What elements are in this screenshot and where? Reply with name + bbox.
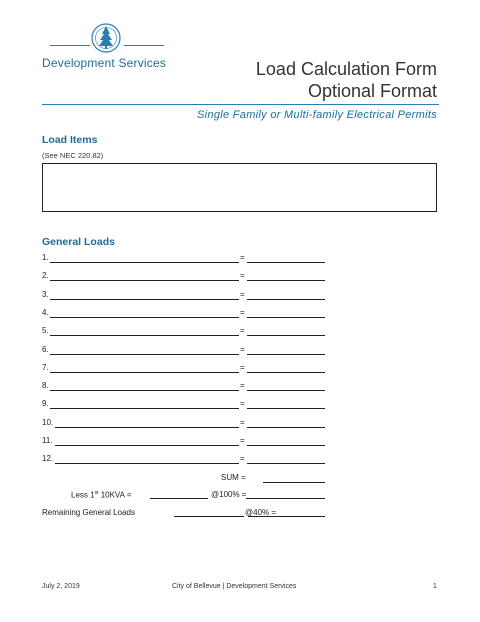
- general-load-row: [42, 434, 332, 448]
- sum-field[interactable]: [263, 482, 325, 483]
- row-number: 5.: [42, 326, 49, 336]
- load-value-field[interactable]: [247, 463, 325, 464]
- load-value-field[interactable]: [247, 372, 325, 373]
- brand-name: Development Services: [42, 56, 167, 70]
- row-number: 4.: [42, 307, 49, 317]
- equals-sign: =: [240, 289, 245, 299]
- general-load-row: [42, 251, 332, 265]
- general-loads-heading: General Loads: [42, 236, 115, 248]
- load-description-field[interactable]: [50, 317, 239, 318]
- general-load-row: [42, 324, 332, 338]
- row-number: 8.: [42, 381, 49, 391]
- pct40-field[interactable]: [248, 516, 325, 517]
- load-description-field[interactable]: [55, 463, 239, 464]
- general-load-row: [42, 416, 332, 430]
- page-title: [256, 58, 437, 102]
- pct100-field[interactable]: [246, 498, 325, 499]
- load-value-field[interactable]: [247, 427, 325, 428]
- load-value-field[interactable]: [247, 262, 325, 263]
- general-load-row: [42, 269, 332, 283]
- equals-sign: =: [240, 454, 245, 464]
- general-load-row: [42, 306, 332, 320]
- nec-reference-note: (See NEC 220.82): [42, 151, 104, 160]
- row-number: 3.: [42, 289, 49, 299]
- footer-page-number: 1: [433, 583, 437, 590]
- load-description-field[interactable]: [50, 262, 239, 263]
- general-load-row: [42, 379, 332, 393]
- title-line-1: Load Calculation Form: [255, 59, 437, 79]
- load-value-field[interactable]: [247, 445, 325, 446]
- load-items-heading: Load Items: [42, 134, 98, 146]
- general-load-row: [42, 361, 332, 375]
- load-value-field[interactable]: [247, 299, 325, 300]
- load-items-input-box[interactable]: [42, 163, 437, 212]
- equals-sign: =: [240, 362, 245, 372]
- equals-sign: =: [240, 271, 245, 281]
- equals-sign: =: [240, 399, 245, 409]
- row-number: 7.: [42, 362, 49, 372]
- page-subtitle: Single Family or Multi-family Electrical Permits: [197, 109, 437, 121]
- equals-sign: =: [240, 381, 245, 391]
- row-number: 10.: [42, 417, 54, 427]
- general-load-row: [42, 452, 332, 466]
- less-10kva-field[interactable]: [150, 498, 208, 499]
- remaining-field[interactable]: [174, 516, 244, 517]
- title-line-2: Optional Format: [307, 81, 437, 101]
- row-number: 1.: [42, 253, 49, 262]
- load-value-field[interactable]: [247, 354, 325, 355]
- header-divider: [42, 104, 439, 105]
- equals-sign: =: [240, 253, 245, 262]
- general-load-row: [42, 397, 332, 411]
- load-description-field[interactable]: [50, 280, 239, 281]
- equals-sign: =: [240, 307, 245, 317]
- less-first-10kva-label: Less 1st 10KVA =: [71, 490, 132, 500]
- city-seal-icon: [90, 20, 122, 60]
- row-number: 12.: [42, 454, 54, 464]
- pct100-label: @100% =: [211, 490, 247, 499]
- load-description-field[interactable]: [55, 427, 239, 428]
- row-number: 11.: [42, 436, 53, 445]
- load-description-field[interactable]: [50, 335, 239, 336]
- load-description-field[interactable]: [50, 354, 239, 355]
- load-value-field[interactable]: [247, 317, 325, 318]
- logo-rule-right: [124, 45, 164, 46]
- load-description-field[interactable]: [50, 408, 239, 409]
- logo-rule-left: [50, 45, 90, 46]
- general-load-row: [42, 343, 332, 357]
- load-value-field[interactable]: [247, 390, 325, 391]
- equals-sign: =: [240, 326, 245, 336]
- row-number: 6.: [42, 344, 49, 354]
- load-value-field[interactable]: [247, 408, 325, 409]
- sum-label: SUM =: [221, 473, 246, 482]
- equals-sign: =: [240, 344, 245, 354]
- equals-sign: =: [240, 417, 245, 427]
- load-value-field[interactable]: [247, 280, 325, 281]
- row-number: 2.: [42, 271, 49, 281]
- equals-sign: =: [240, 436, 245, 445]
- footer-date: July 2, 2019: [42, 583, 80, 590]
- row-number: 9.: [42, 399, 49, 409]
- load-description-field[interactable]: [55, 445, 239, 446]
- general-load-row: [42, 288, 332, 302]
- load-description-field[interactable]: [50, 299, 239, 300]
- footer-center: City of Bellevue | Development Services: [172, 583, 297, 590]
- load-description-field[interactable]: [50, 390, 239, 391]
- pct40-label: @40% =: [245, 508, 277, 517]
- load-description-field[interactable]: [50, 372, 239, 373]
- remaining-general-loads-label: Remaining General Loads: [42, 508, 135, 517]
- load-value-field[interactable]: [247, 335, 325, 336]
